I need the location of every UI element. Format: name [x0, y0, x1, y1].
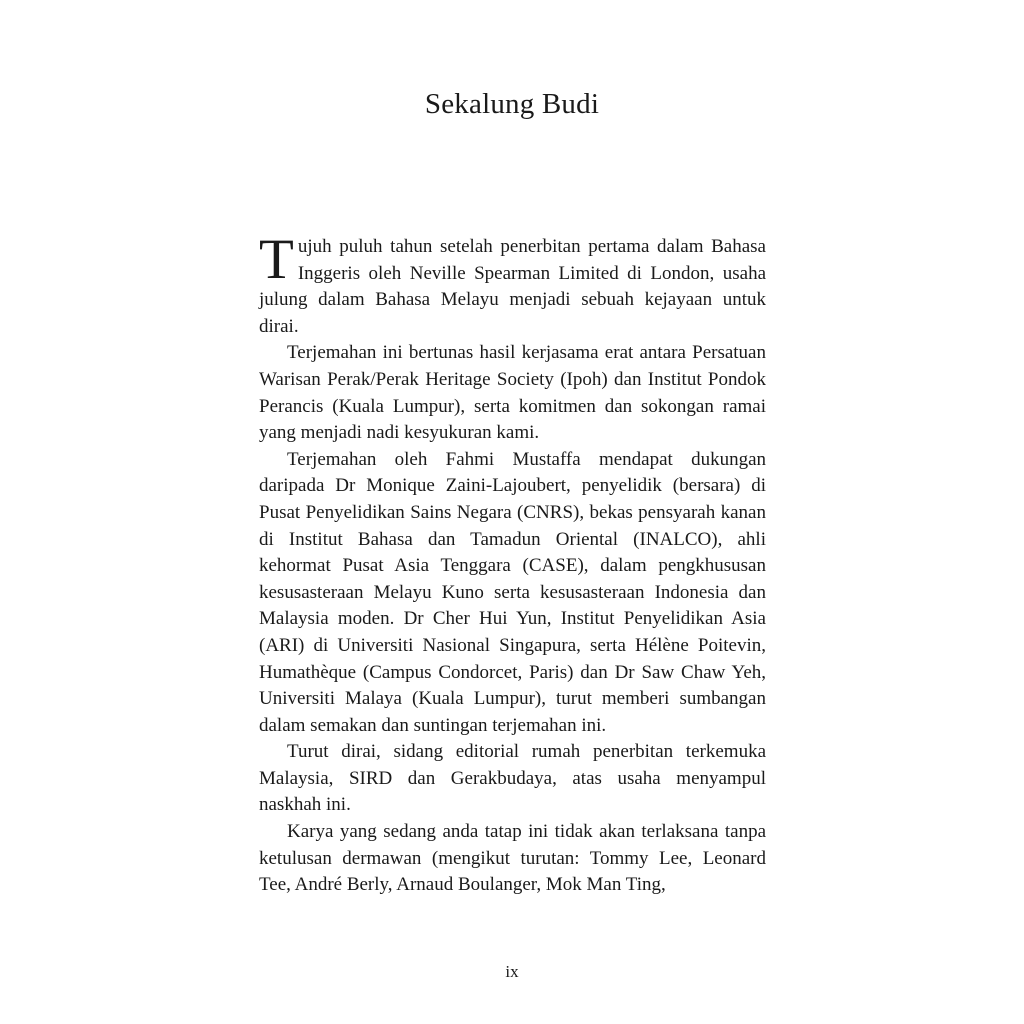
paragraph-3: Terjemahan oleh Fahmi Mustaffa mendapat dukungan daripada Dr Monique Zaini-Lajoubert, penyelidik (bersara) di Pusat Penyelidikan Sains Negara (CNRS), bekas pensyarah kanan di Institut Bahasa dan Tamadun Oriental (INALCO), ahli kehormat Pusat Asia Tenggara (CASE), dalam pengkhususan kesusasteraan Melayu Kuno serta kesusasteraan Indonesia dan Malaysia moden. Dr Cher Hui Yun, Institut Penyelidikan Asia (ARI) di Universiti Nasional Singapura, serta Hélène Poitevin, Humathèque (Campus Condorcet, Paris) dan Dr Saw Chaw Yeh, Universiti Malaya (Kuala Lumpur), turut memberi sumbangan dalam semakan dan suntingan terjemahan ini.: [259, 448, 766, 736]
paragraph-5: Karya yang sedang anda tatap ini tidak akan terlaksana tanpa ketulusan dermawan (mengikut turutan: Tommy Lee, Leonard Tee, André Berly, Arnaud Boulanger, Mok Man Ting,: [259, 821, 766, 896]
page-number: ix: [505, 962, 519, 981]
page-title: Sekalung Budi: [424, 88, 600, 120]
paragraph-1-text: ujuh puluh tahun setelah penerbitan pertama dalam Bahasa Inggeris oleh Neville Spearman Limited di London, usaha julung dalam Bahasa Melayu menjadi sebuah kejayaan untuk dirai.: [259, 236, 766, 337]
paragraph-1: [259, 228, 766, 340]
paragraph-4: Turut dirai, sidang editorial rumah penerbitan terkemuka Malaysia, SIRD dan Gerakbudaya, atas usaha menyampul naskhah ini.: [259, 741, 766, 816]
body-text: [259, 228, 766, 899]
paragraph-2: Terjemahan ini bertunas hasil kerjasama erat antara Persatuan Warisan Perak/Perak Heritage Society (Ipoh) dan Institut Pondok Perancis (Kuala Lumpur), serta komitmen dan sokongan ramai yang menjadi nadi kesyukuran kami.: [259, 342, 766, 444]
drop-cap: T: [259, 228, 294, 291]
